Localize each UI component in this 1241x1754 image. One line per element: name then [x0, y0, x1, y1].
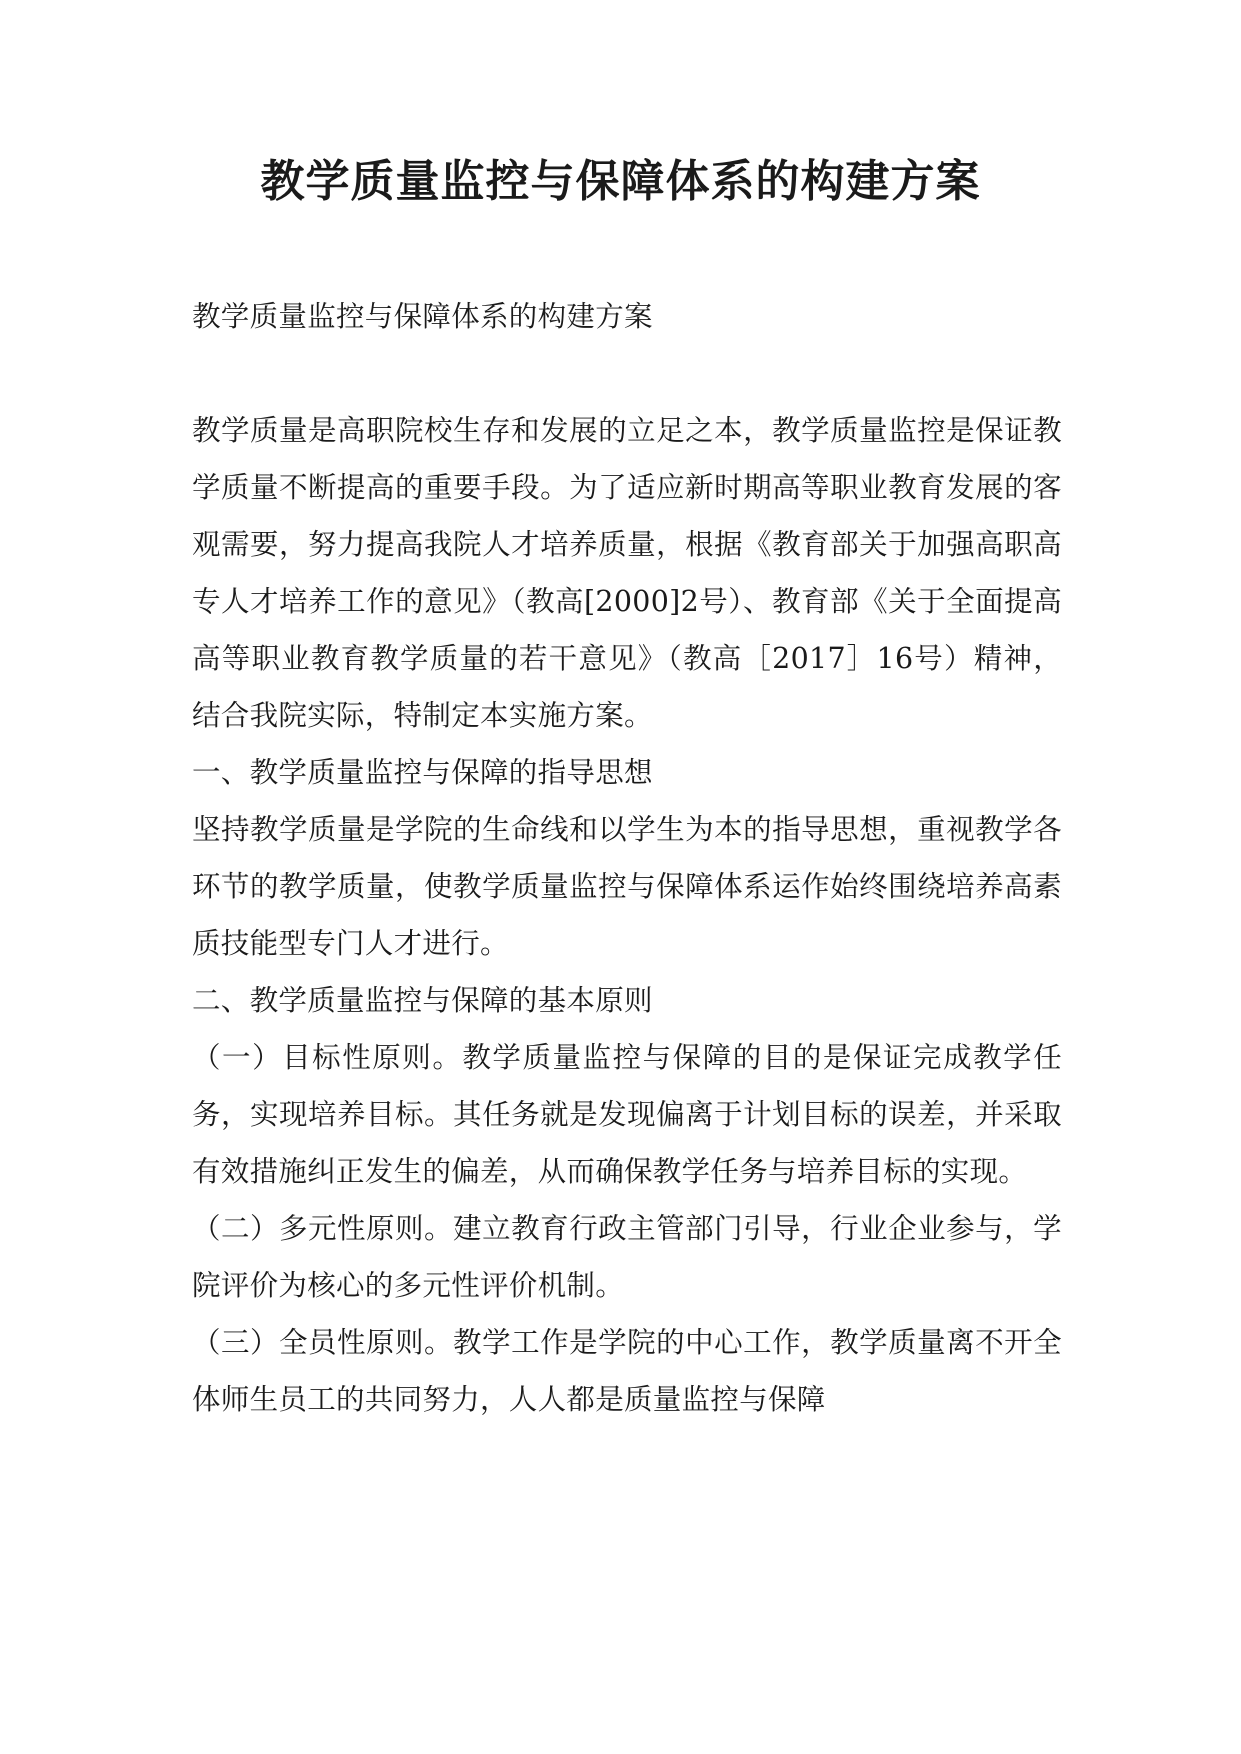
- guiding-ideology-paragraph: 坚持教学质量是学院的生命线和以学生为本的指导思想，重视教学各环节的教学质量，使教学质量监控与保障体系运作始终围绕培养高素质技能型专门人才进行。: [192, 813, 1062, 960]
- principle-objective-paragraph: （一）目标性原则。教学质量监控与保障的目的是保证完成教学任务，实现培养目标。其任务就是发现偏离于计划目标的误差，并采取有效措施纠正发生的偏差，从而确保教学任务与培养目标的实现。: [192, 1041, 1062, 1188]
- intro-paragraph: 教学质量是高职院校生存和发展的立足之本，教学质量监控是保证教学质量不断提高的重要手段。为了适应新时期高等职业教育发展的客观需要，努力提高我院人才培养质量，根据《教育部关于加强高职高专人才培养工作的意见》（教高[2000]2号）、教育部《关于全面提高高等职业教育教学质量的若干意见》（教高［2017］16号）精神，结合我院实际，特制定本实施方案。: [192, 414, 1062, 732]
- document-title: 教学质量监控与保障体系的构建方案: [260, 156, 981, 207]
- section-heading-basic-principles: 二、教学质量监控与保障的基本原则: [192, 984, 653, 1017]
- document-body: [192, 288, 1062, 1428]
- document-subtitle: 教学质量监控与保障体系的构建方案: [192, 300, 653, 333]
- section-heading-guiding-ideology: 一、教学质量监控与保障的指导思想: [192, 756, 653, 789]
- principle-pluralism-paragraph: （二）多元性原则。建立教育行政主管部门引导，行业企业参与，学院评价为核心的多元性评价机制。: [192, 1212, 1062, 1302]
- principle-full-participation-paragraph: （三）全员性原则。教学工作是学院的中心工作，教学质量离不开全体师生员工的共同努力，人人都是质量监控与保障: [192, 1326, 1062, 1416]
